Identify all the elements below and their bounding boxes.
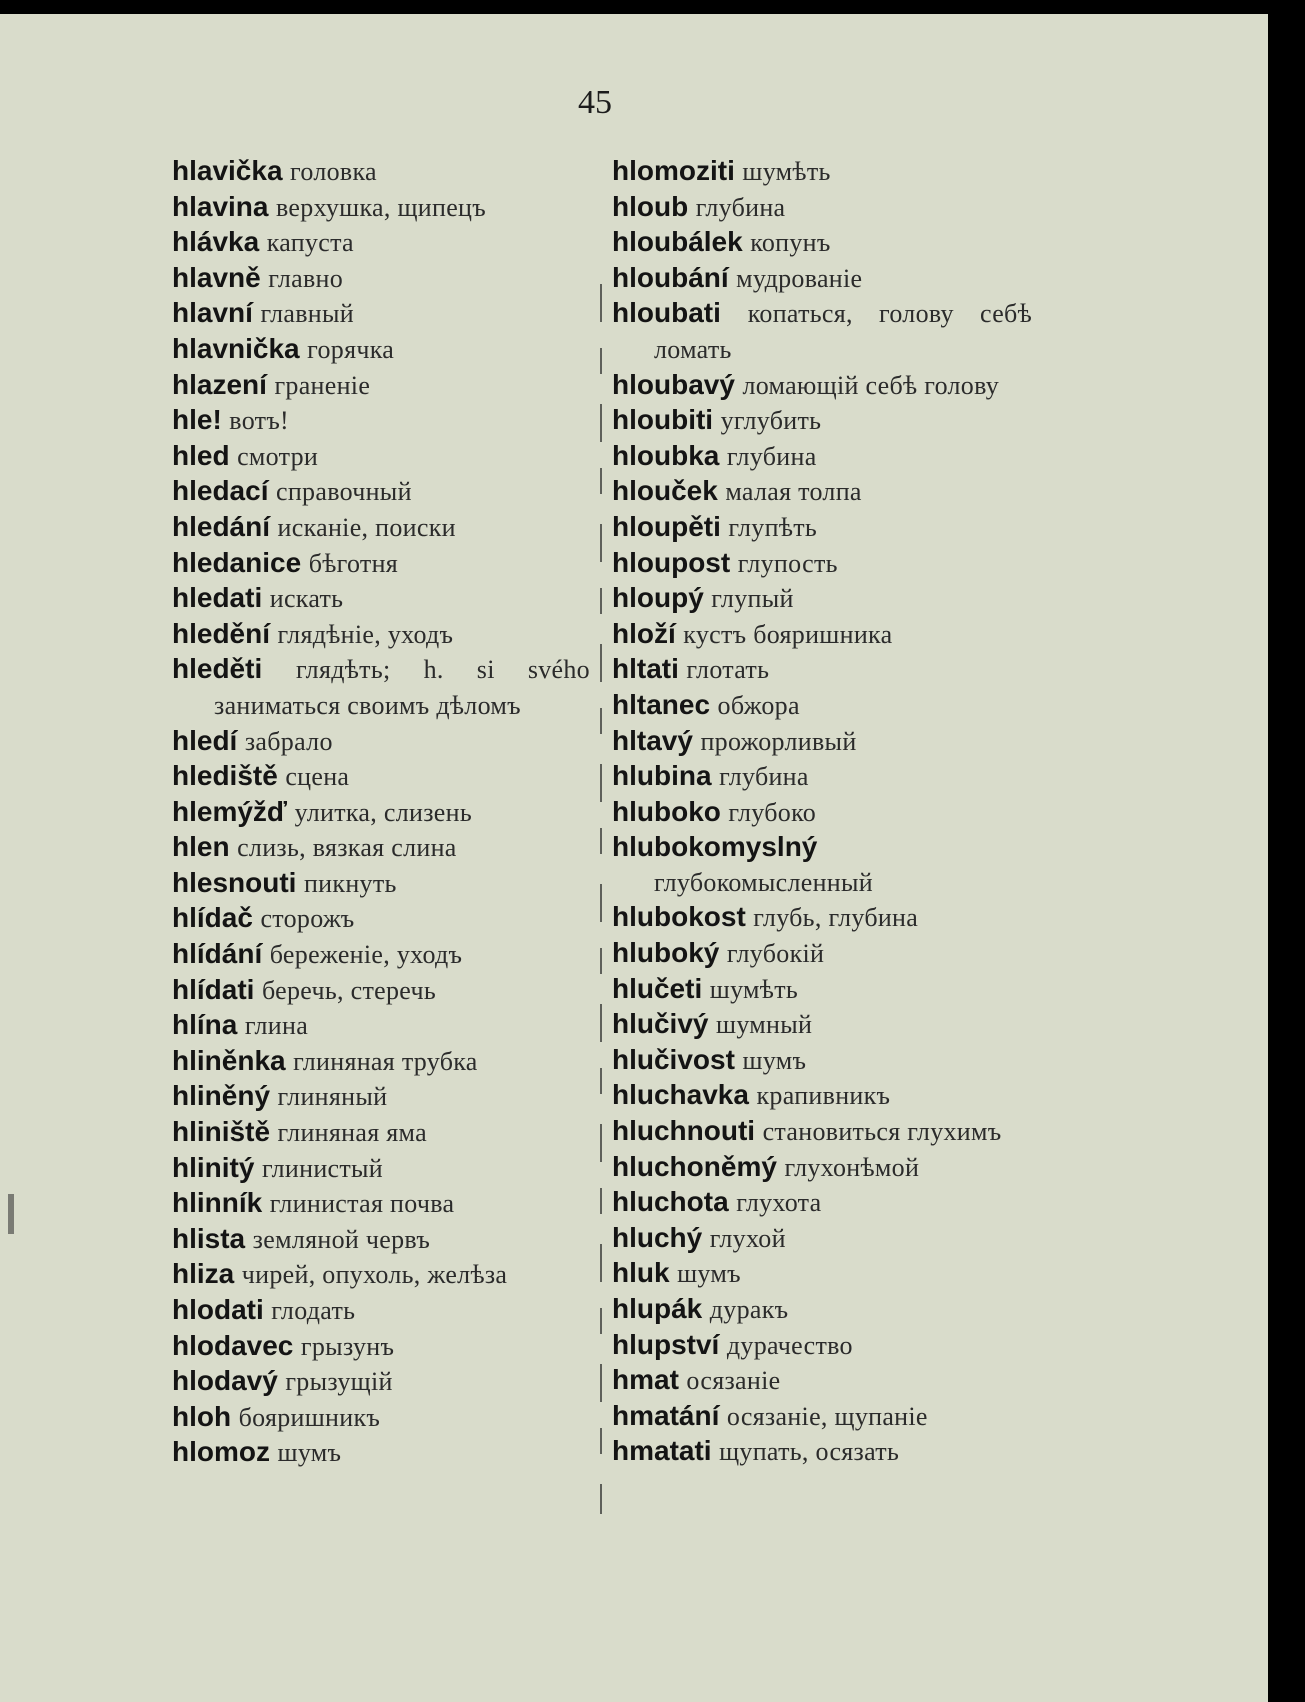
entry-translation: береженіе, уходъ [269, 940, 463, 970]
entry-translation: шумъ [677, 1259, 741, 1289]
dictionary-entry [612, 652, 1032, 688]
entry-translation: улитка, слизень [294, 797, 472, 827]
dictionary-entry [172, 474, 590, 510]
entry-headword: hmatání [612, 1399, 720, 1431]
entry-translation: дуракъ [709, 1295, 789, 1324]
dictionary-entry [612, 225, 1032, 261]
entry-translation: грызущій [285, 1367, 393, 1397]
book-page [0, 14, 1268, 1702]
dictionary-entry [612, 1399, 1032, 1435]
dictionary-entry [172, 225, 590, 261]
entry-translation: глубокомысленный [654, 867, 874, 897]
entry-translation: искать [269, 584, 344, 614]
dictionary-entry [172, 724, 590, 760]
entry-headword: hlubokomyslný [612, 831, 818, 863]
dictionary-entry [612, 795, 1032, 831]
entry-translation: шумный [716, 1010, 813, 1040]
entry-translation: глубина [726, 441, 817, 471]
dictionary-entry [172, 1257, 590, 1293]
entry-headword: hledati [172, 582, 263, 614]
entry-headword: hmat [612, 1364, 679, 1396]
entry-translation: осязаніе [686, 1366, 781, 1396]
entry-translation: глубокій [726, 939, 825, 969]
dictionary-entry [172, 261, 590, 297]
entry-headword: hlomoz [172, 1436, 270, 1468]
dictionary-entry [172, 1079, 590, 1115]
entry-headword: hlavina [172, 190, 269, 222]
entry-headword: hledí [172, 724, 238, 756]
entry-headword: hluboký [612, 937, 720, 969]
entry-translation: главно [268, 263, 344, 293]
entry-translation: глиняная яма [277, 1118, 427, 1148]
page-number: 45 [578, 84, 612, 121]
dictionary-entry [172, 795, 590, 831]
dictionary-entry [612, 972, 1032, 1008]
entry-headword: hmatati [612, 1435, 712, 1467]
entry-headword: hlomoziti [612, 155, 735, 186]
dictionary-entry [612, 830, 1032, 900]
dictionary-entry [612, 1007, 1032, 1043]
entry-translation: бояришникъ [238, 1402, 381, 1432]
entry-headword: hledání [172, 510, 271, 542]
entry-translation: глубоко [728, 797, 817, 827]
entry-headword: hloupý [612, 582, 704, 614]
entry-translation: глубина [695, 192, 786, 222]
dictionary-entry [172, 937, 590, 973]
dictionary-entry [172, 581, 590, 617]
entry-headword: hlavní [172, 297, 253, 329]
entry-translation: глядѣть; h. si svého заниматься своимъ дѣломъ [214, 655, 590, 720]
entry-translation: шумъ [742, 1045, 807, 1075]
entry-translation: щупать, осязать [719, 1437, 900, 1467]
dictionary-entry [612, 190, 1032, 226]
entry-headword: hliza [172, 1258, 235, 1290]
dictionary-entry [612, 296, 1032, 367]
entry-headword: hlodavec [172, 1329, 294, 1361]
entry-translation: сцена [285, 762, 350, 792]
dictionary-entry [172, 154, 590, 190]
entry-headword: hlídati [172, 973, 255, 1005]
dictionary-entry [172, 1044, 590, 1080]
dictionary-entry [172, 1293, 590, 1329]
dictionary-entry [172, 1151, 590, 1187]
entry-headword: hlupák [612, 1293, 703, 1324]
entry-translation: головка [290, 157, 377, 186]
dictionary-entry [612, 368, 1032, 404]
dictionary-entry [612, 1043, 1032, 1079]
dictionary-entry [612, 403, 1032, 439]
entry-headword: hlediště [172, 760, 278, 792]
entry-translation: глупый [711, 584, 794, 614]
entry-headword: hlučivost [612, 1043, 735, 1075]
dictionary-entry [172, 546, 590, 582]
entry-headword: hlučeti [612, 972, 703, 1004]
dictionary-entry [172, 190, 590, 226]
entry-headword: hlubokost [612, 901, 746, 933]
entry-translation: бѣготня [308, 548, 399, 578]
entry-headword: hlubina [612, 760, 712, 792]
entry-headword: hlouček [612, 475, 718, 507]
entry-headword: hle! [172, 404, 222, 436]
entry-translation: горячка [307, 334, 395, 364]
entry-translation: шумѣть [742, 157, 831, 186]
dictionary-entry [172, 439, 590, 475]
dictionary-entry [172, 296, 590, 332]
entry-headword: hliněnka [172, 1044, 286, 1076]
entry-translation: глубина [719, 762, 809, 792]
entry-translation: углубить [720, 406, 822, 436]
dictionary-entry [612, 1292, 1032, 1328]
entry-headword: hlinník [172, 1187, 263, 1219]
entry-headword: hloub [612, 190, 689, 222]
entry-translation: глиняный [277, 1082, 388, 1112]
entry-translation: грызунъ [300, 1331, 395, 1361]
entry-headword: hlupství [612, 1328, 720, 1360]
entry-translation: мудрованіе [736, 263, 863, 293]
entry-headword: hlávka [172, 226, 260, 258]
dictionary-entry [612, 1114, 1032, 1150]
dictionary-entry [172, 866, 590, 902]
dictionary-entry [172, 368, 590, 404]
entry-translation: обжора [717, 690, 800, 720]
entry-translation: глотать [686, 655, 770, 685]
entry-headword: hloží [612, 617, 676, 649]
entry-headword: hlavně [172, 261, 261, 293]
entry-headword: hlodati [172, 1294, 264, 1325]
dictionary-entry [612, 900, 1032, 936]
entry-headword: hlavička [172, 155, 283, 186]
entry-headword: hliniště [172, 1116, 271, 1148]
entry-headword: hlína [172, 1009, 238, 1041]
entry-translation: вотъ! [229, 406, 290, 436]
entry-headword: hlídání [172, 938, 263, 970]
dictionary-entry [612, 936, 1032, 972]
entry-headword: hloubání [612, 261, 729, 293]
entry-headword: hloubálek [612, 226, 743, 258]
entry-headword: hlídač [172, 902, 253, 934]
entry-headword: hluchoněmý [612, 1150, 777, 1182]
entry-translation: глина [244, 1011, 309, 1041]
dictionary-entry [612, 617, 1032, 653]
entry-headword: hlinitý [172, 1151, 255, 1183]
entry-translation: справочный [276, 477, 412, 507]
entry-headword: hluchnouti [612, 1115, 756, 1147]
entry-translation: глупѣть [728, 512, 818, 542]
entry-translation: копунъ [750, 228, 831, 258]
dictionary-entry [612, 474, 1032, 510]
dictionary-entry [612, 154, 1032, 190]
entry-translation: капуста [266, 228, 354, 258]
entry-headword: hloupěti [612, 510, 721, 542]
entry-headword: hlemýžď [172, 795, 288, 827]
entry-translation: чирей, опухоль, желѣза [241, 1260, 508, 1290]
dictionary-entry [612, 688, 1032, 724]
dictionary-entry [612, 1363, 1032, 1399]
entry-translation: дурачество [726, 1330, 853, 1360]
entry-headword: hlesnouti [172, 866, 297, 898]
entry-headword: hlučivý [612, 1008, 709, 1040]
dictionary-entry [172, 759, 590, 795]
entry-translation: становиться глухимъ [762, 1117, 1002, 1147]
entry-translation: шумѣть [709, 974, 799, 1004]
entry-headword: hltanec [612, 688, 711, 720]
entry-translation: глухонѣмой [784, 1152, 920, 1182]
entry-headword: hledění [172, 617, 271, 649]
entry-translation: верхушка, щипецъ [276, 192, 487, 222]
entry-translation: ломающій себѣ голову [742, 370, 1000, 400]
entry-headword: hltati [612, 653, 679, 685]
entry-headword: hluchota [612, 1186, 729, 1218]
dictionary-entry [612, 1256, 1032, 1292]
entry-translation: забрало [244, 726, 333, 756]
entry-translation: глядѣніе, уходъ [277, 619, 454, 649]
dictionary-entry [172, 403, 590, 439]
entry-translation: шумъ [277, 1438, 342, 1468]
entry-headword: hlodavý [172, 1365, 278, 1397]
dictionary-entry [172, 901, 590, 937]
dictionary-entry [172, 652, 590, 723]
entry-translation: кустъ бояришника [683, 619, 893, 649]
dictionary-entry [172, 332, 590, 368]
entry-translation: граненіе [274, 370, 371, 400]
entry-headword: hluk [612, 1257, 670, 1289]
entry-translation: слизь, вязкая слина [237, 833, 457, 863]
entry-headword: hloubka [612, 439, 720, 471]
entry-translation: малая толпа [725, 477, 862, 507]
entry-headword: hledanice [172, 546, 302, 578]
entry-headword: hlista [172, 1222, 246, 1254]
dictionary-entry [612, 581, 1032, 617]
dictionary-entry [172, 1435, 590, 1471]
dictionary-entry [612, 1078, 1032, 1114]
entry-headword: hluboko [612, 795, 721, 827]
entry-headword: hloubiti [612, 404, 714, 436]
entry-headword: hliněný [172, 1080, 271, 1112]
entry-translation: беречь, стеречь [261, 975, 436, 1005]
dictionary-entry [612, 1328, 1032, 1364]
left-column [172, 154, 590, 1471]
dictionary-entry [612, 439, 1032, 475]
entry-translation: осязаніе, щупаніе [726, 1401, 928, 1431]
dictionary-entry [172, 973, 590, 1009]
entry-translation: исканіе, поиски [277, 512, 456, 542]
entry-translation: глинистый [261, 1153, 384, 1183]
dictionary-entry [172, 1008, 590, 1044]
dictionary-entry [172, 1364, 590, 1400]
entry-translation: смотри [237, 441, 319, 471]
entry-translation: копаться, голову себѣ ломать [654, 299, 1032, 364]
dictionary-entry [172, 1222, 590, 1258]
entry-translation: глухой [709, 1223, 786, 1253]
dictionary-entry [612, 546, 1032, 582]
dictionary-entry [612, 1150, 1032, 1186]
dictionary-entry [612, 1185, 1032, 1221]
entry-headword: hled [172, 439, 230, 471]
entry-headword: hlavnička [172, 332, 300, 364]
entry-headword: hledací [172, 475, 269, 507]
entry-headword: hlazení [172, 368, 267, 400]
entry-translation: глинистая почва [269, 1189, 455, 1219]
page-edge-mark [8, 1194, 14, 1234]
entry-translation: сторожъ [260, 904, 355, 934]
dictionary-entry [172, 1115, 590, 1151]
entry-headword: hleděti [172, 653, 263, 685]
entry-headword: hluchý [612, 1221, 703, 1253]
entry-headword: hluchavka [612, 1079, 749, 1111]
entry-translation: прожорливый [700, 726, 857, 756]
dictionary-entry [612, 261, 1032, 297]
entry-translation: крапивникъ [756, 1081, 891, 1111]
entry-translation: глупость [737, 548, 838, 578]
entry-translation: главный [260, 299, 354, 329]
dictionary-entry [172, 1329, 590, 1365]
entry-translation: глухота [736, 1188, 822, 1218]
dictionary-entry [172, 1400, 590, 1436]
entry-headword: hloh [172, 1400, 232, 1432]
entry-headword: hltavý [612, 724, 693, 756]
entry-headword: hloubati [612, 297, 721, 329]
dictionary-entry [172, 830, 590, 866]
dictionary-entry [612, 724, 1032, 760]
entry-translation: глубь, глубина [753, 903, 919, 933]
entry-translation: земляной червъ [252, 1224, 431, 1254]
entry-headword: hlen [172, 831, 230, 863]
entry-translation: глодать [271, 1296, 356, 1325]
right-column [612, 154, 1032, 1470]
dictionary-entry [612, 759, 1032, 795]
dictionary-entry [612, 510, 1032, 546]
entry-translation: пикнуть [303, 868, 397, 898]
entry-headword: hloupost [612, 546, 731, 578]
dictionary-entry [172, 1186, 590, 1222]
entry-headword: hloubavý [612, 368, 735, 400]
dictionary-entry [612, 1434, 1032, 1470]
column-divider [600, 284, 602, 1514]
entry-translation: глиняная трубка [293, 1046, 478, 1076]
dictionary-entry [172, 617, 590, 653]
dictionary-entry [172, 510, 590, 546]
dictionary-entry [612, 1221, 1032, 1257]
